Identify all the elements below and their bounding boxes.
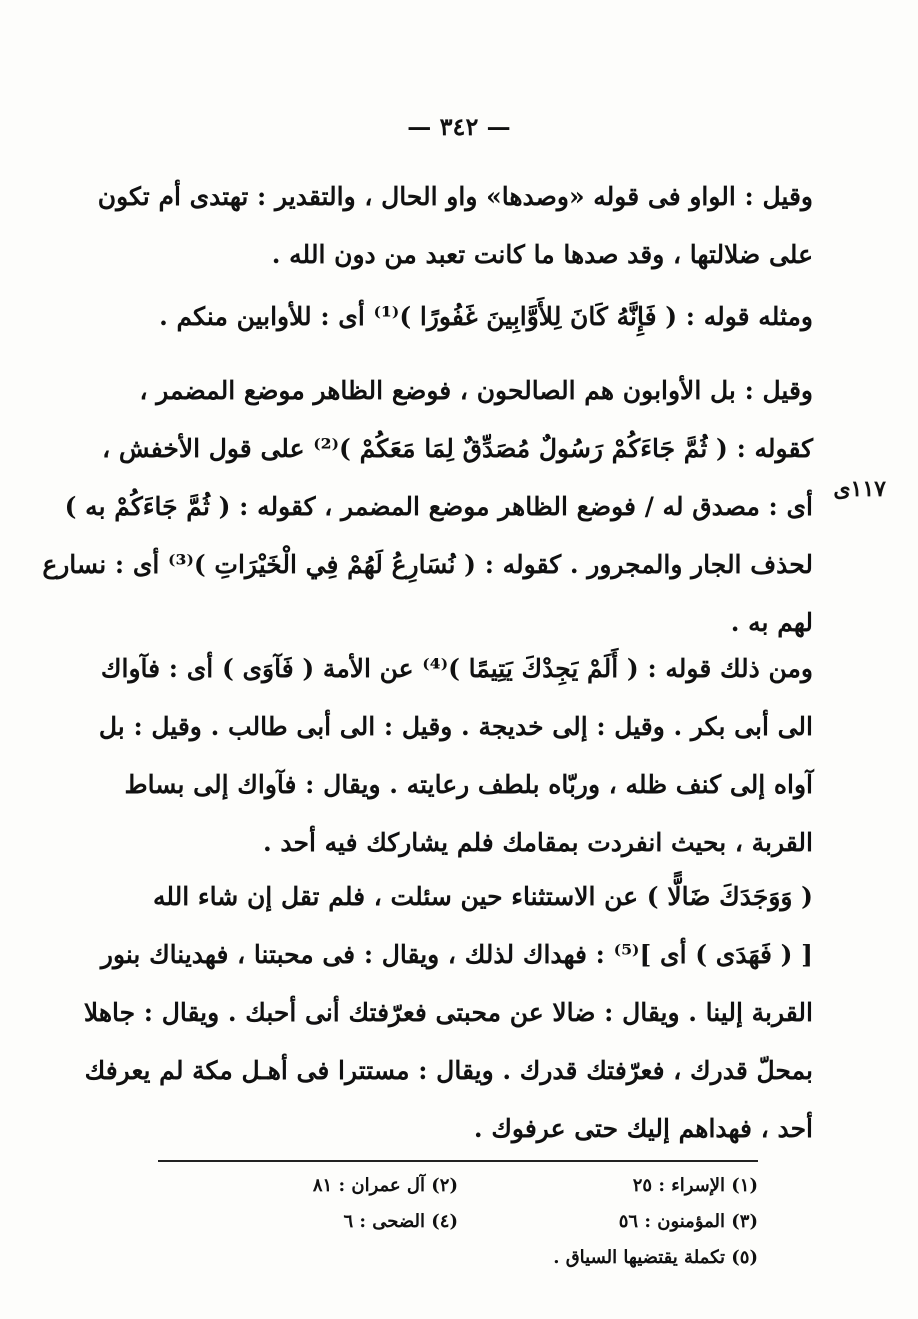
paragraph-2: [108, 288, 813, 346]
text-line: بمحلّ قدرك ، فعرّفتك قدرك . ويقال : مستترا فى أهـل مكة لم يعرفك: [84, 1056, 813, 1085]
text-line: وقيل : بل الأوابون هم الصالحون ، فوضع الظاهر موضع المضمر ،: [139, 376, 813, 405]
footnote-4: (٤) الضحى : ٦: [343, 1211, 458, 1232]
footnote-1: (١) الإسراء : ٢٥: [632, 1175, 758, 1196]
text-line: [ ( فَهَدَى ) أى ]⁽⁵⁾ : فهداك لذلك ، ويقال : فى محبتنا ، فهديناك بنور: [100, 940, 813, 969]
paragraph-3: [42, 362, 813, 652]
text-line: ومن ذلك قوله : ( أَلَمْ يَجِدْكَ يَتِيمًا )⁽⁴⁾ عن الأمة ( فَآوَى ) أى : فآواك: [100, 654, 813, 683]
text-line: آواه إلى كنف ظله ، وربّاه بلطف رعايته . ويقال : فآواك إلى بساط: [124, 770, 813, 799]
footnote-row: [158, 1204, 758, 1240]
text-line: وقيل : الواو فى قوله «وصدها» واو الحال ، والتقدير : تهتدى أم تكون: [97, 182, 813, 211]
text-line: أى : مصدق له / فوضع الظاهر موضع المضمر ، كقوله : ( ثُمَّ جَاءَكُمْ به ): [64, 492, 813, 521]
paragraph-4: [98, 640, 813, 872]
paragraph-1: [97, 168, 813, 284]
text-line: أحد ، فهداهم إليك حتى عرفوك .: [473, 1114, 813, 1143]
text-line: على ضلالتها ، وقد صدها ما كانت تعبد من دون الله .: [271, 240, 813, 269]
text-line: الى أبى بكر . وقيل : إلى خديجة . وقيل : الى أبى طالب . وقيل : بل: [98, 712, 813, 741]
text-line: ومثله قوله : ( فَإِنَّهُ كَانَ لِلأَوَّابِينَ غَفُورًا )⁽¹⁾ أى : للأوابين منكم .: [159, 302, 813, 331]
text-line: لحذف الجار والمجرور . كقوله : ( نُسَارِعُ لَهُمْ فِي الْخَيْرَاتِ )⁽³⁾ أى : نسارع: [42, 550, 813, 579]
footnote-2: (٢) آل عمران : ٨١: [312, 1175, 458, 1196]
paragraph-5: [83, 868, 813, 1158]
margin-folio-note: ١١٧ى: [833, 476, 886, 502]
text-line: كقوله : ( ثُمَّ جَاءَكُمْ رَسُولٌ مُصَدِّقٌ لِمَا مَعَكُمْ )⁽²⁾ على قول الأخفش ،: [102, 434, 813, 463]
footnotes: [158, 1168, 758, 1276]
text-line: لهم به .: [730, 608, 813, 637]
footnote-empty: [158, 1240, 458, 1276]
text-line: ( وَوَجَدَكَ ضَالًّا ) عن الاستثناء حين سئلت ، فلم تقل إن شاء الله: [152, 882, 813, 911]
footnote-3: (٣) المؤمنون : ٥٦: [618, 1211, 758, 1232]
footnote-divider: [158, 1160, 758, 1162]
footnote-row: [158, 1240, 758, 1276]
page-number: — ٣٤٢ —: [407, 112, 511, 141]
footnote-5: (٥) تكملة يقتضيها السياق .: [553, 1247, 758, 1268]
text-line: القربة ، بحيث انفردت بمقامك فلم يشاركك فيه أحد .: [262, 828, 813, 857]
text-line: القربة إلينا . ويقال : ضالا عن محبتى فعرّفتك أنى أحبك . ويقال : جاهلا: [83, 998, 813, 1027]
footnote-row: [158, 1168, 758, 1204]
